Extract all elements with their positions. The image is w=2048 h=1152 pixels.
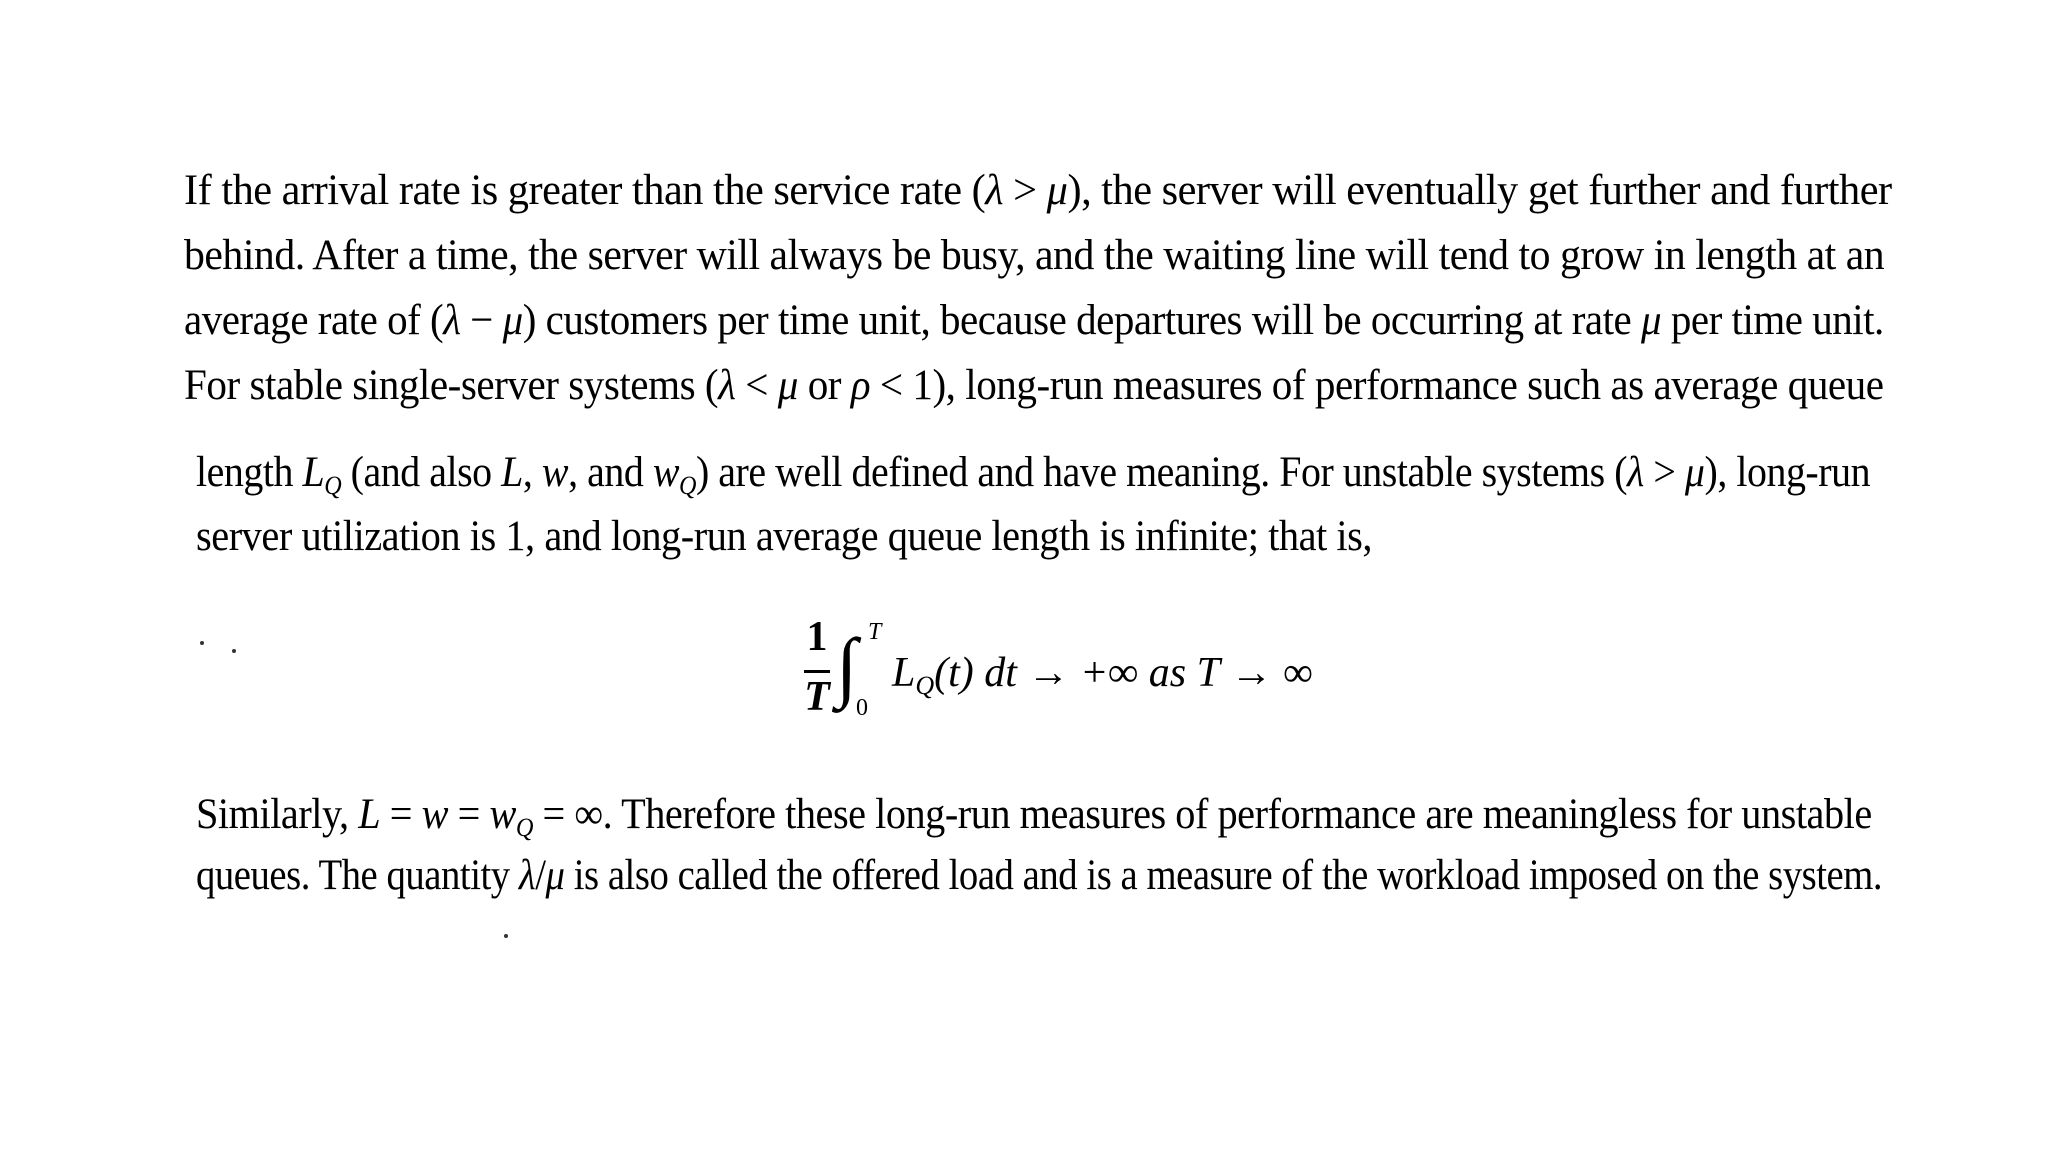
text: is also called the offered load and is a measure of the workload imposed on the system. [564, 852, 1883, 899]
lambda-symbol: λ [443, 297, 461, 344]
text: = ∞. Therefore these long-run measures of performance are meaningless for unstable [532, 791, 1872, 838]
text: = [380, 791, 422, 838]
w-symbol: w [489, 791, 516, 838]
text: > [1643, 449, 1685, 496]
T-symbol: T [1196, 650, 1220, 696]
text: or [797, 362, 851, 409]
fraction-numerator: 1 [806, 614, 828, 660]
slash: / [535, 852, 546, 899]
w-symbol: w [541, 449, 569, 496]
Q-subscript: Q [915, 671, 935, 700]
text: > [1003, 167, 1047, 214]
L-symbol: L [501, 449, 523, 496]
scan-speck [232, 649, 236, 653]
fraction-bar [804, 670, 830, 673]
mu-symbol: μ [777, 362, 798, 409]
text: (and also [341, 449, 502, 496]
Q-subscript: Q [324, 471, 342, 500]
mu-symbol: μ [1046, 167, 1068, 214]
integral-upper-limit: T [868, 619, 882, 645]
text: , [522, 449, 542, 496]
text: − [460, 297, 503, 344]
text: < 1), long-run measures of performance such as average queue [870, 362, 1884, 409]
lambda-symbol: λ [1627, 449, 1644, 496]
paragraph3-line2 [196, 848, 1882, 904]
equation-tail: → ∞ [1219, 650, 1313, 696]
text: length [196, 449, 303, 496]
L-symbol: L [302, 449, 325, 496]
paragraph3-line1 [196, 787, 1872, 856]
mu-symbol: μ [1641, 297, 1662, 344]
paragraph2-line2: server utilization is 1, and long-run average queue length is infinite; that is, [196, 513, 1373, 560]
limit-equation [800, 614, 1313, 735]
Q-subscript: Q [515, 813, 533, 842]
text: ), long-run [1704, 449, 1871, 496]
text: ) are well defined and have meaning. For unstable systems ( [695, 449, 1628, 496]
text: per time unit. [1661, 297, 1884, 344]
mu-symbol: μ [1684, 449, 1705, 496]
rho-symbol: ρ [850, 362, 871, 409]
scan-speck [200, 641, 204, 645]
integral-sign: ∫ [836, 622, 858, 709]
w-symbol: w [421, 791, 448, 838]
scan-speck [504, 934, 508, 938]
mu-symbol: μ [502, 297, 523, 344]
paragraph1-line4 [184, 358, 1884, 414]
lambda-symbol: λ [718, 362, 736, 409]
w-symbol: w [652, 449, 679, 496]
fraction-denominator: T [804, 674, 830, 720]
text: , and [568, 449, 653, 496]
text: < [735, 362, 778, 409]
text: ) customers per time unit, because departures will be occurring at rate [522, 297, 1642, 344]
text: average rate of ( [184, 297, 444, 344]
equation-body [892, 645, 1313, 714]
mu-symbol: μ [545, 852, 565, 899]
text: If the arrival rate is greater than the service rate ( [184, 167, 986, 214]
lambda-symbol: λ [518, 852, 536, 899]
text: queues. The quantity [196, 852, 519, 899]
text: = [447, 791, 490, 838]
text: For stable single-server systems ( [184, 362, 719, 409]
equation-text: (t) dt → +∞ as [934, 650, 1197, 696]
paragraph1-line2: behind. After a time, the server will always be busy, and the waiting line will tend to grow in length at an [184, 232, 1885, 279]
paragraph1-line3 [184, 293, 1884, 349]
paragraph1-line1 [184, 163, 1892, 219]
L-symbol: L [892, 650, 916, 696]
Q-subscript: Q [678, 471, 696, 500]
text: ), the server will eventually get further and further [1067, 167, 1892, 214]
paragraph2-line1 [196, 445, 1870, 514]
lambda-symbol: λ [985, 167, 1004, 214]
integral-lower-limit: 0 [856, 695, 868, 721]
L-symbol: L [358, 791, 381, 838]
text: Similarly, [196, 791, 359, 838]
